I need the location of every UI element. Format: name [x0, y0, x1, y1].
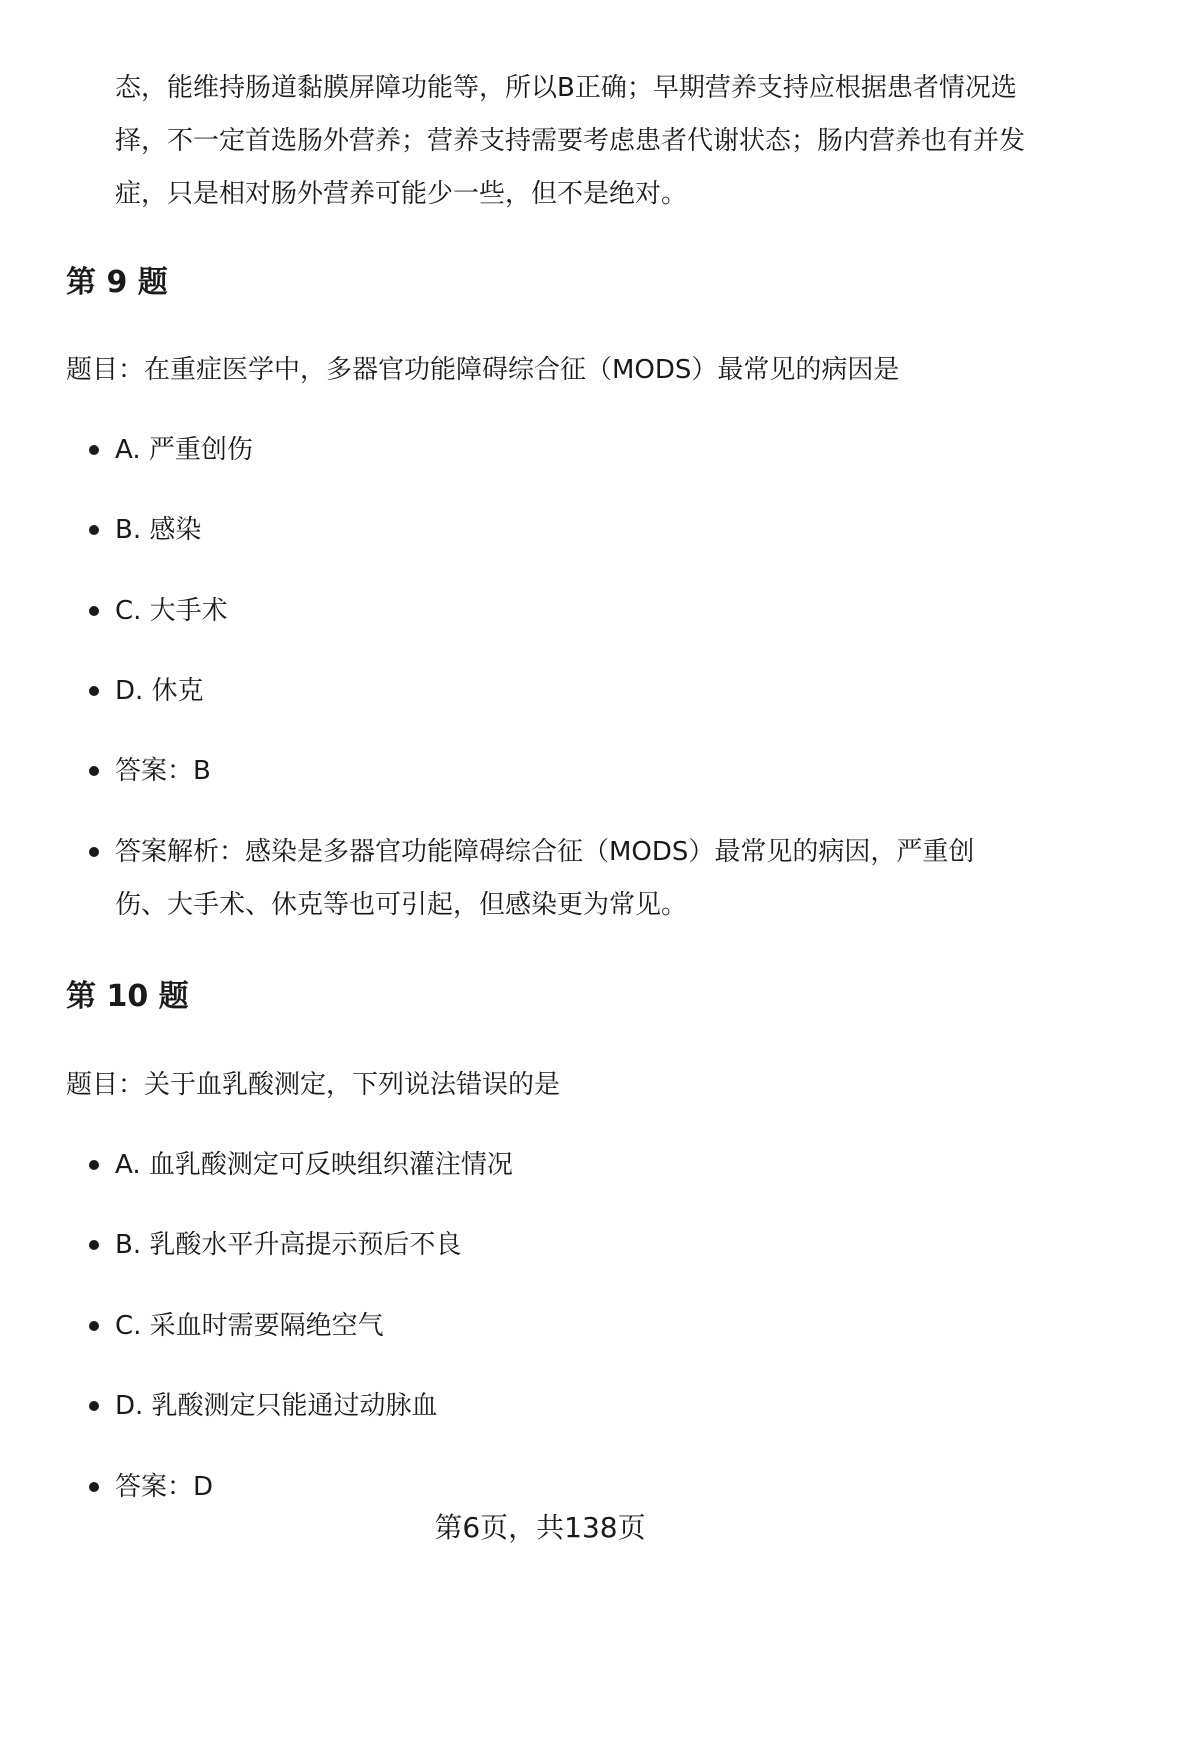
question-9-option-b: B. 感染 — [115, 504, 1015, 557]
question-9-explanation: 答案解析：感染是多器官功能障碍综合征（MODS）最常见的病因，严重创伤、大手术、休克等也可引起，但感染更为常见。 — [115, 826, 1015, 932]
question-10-answer: 答案：D — [115, 1461, 1015, 1514]
question-9-text: 题目：在重症医学中，多器官功能障碍综合征（MODS）最常见的病因是 — [66, 355, 900, 385]
question-10-option-c: C. 采血时需要隔绝空气 — [115, 1300, 1015, 1353]
question-9-option-d: D. 休克 — [115, 665, 1015, 718]
question-10-text: 题目：关于血乳酸测定，下列说法错误的是 — [66, 1070, 561, 1100]
page-number-footer: 第6页，共138页 — [434, 1511, 646, 1544]
question-9-heading: 第 9 题 — [66, 265, 168, 300]
question-9-answer: 答案：B — [115, 745, 1015, 798]
question-10-heading: 第 10 题 — [66, 979, 189, 1014]
question-10-option-a: A. 血乳酸测定可反映组织灌注情况 — [115, 1139, 1015, 1192]
question-10-option-b: B. 乳酸水平升高提示预后不良 — [115, 1219, 1015, 1272]
question-9-option-a: A. 严重创伤 — [115, 424, 1015, 477]
question-9-option-c: C. 大手术 — [115, 585, 1015, 638]
question-10-option-d: D. 乳酸测定只能通过动脉血 — [115, 1380, 1015, 1433]
continued-explanation: 态，能维持肠道黏膜屏障功能等，所以B正确；早期营养支持应根据患者情况选择，不一定首选肠外营养；营养支持需要考虑患者代谢状态；肠内营养也有并发症，只是相对肠外营养可能少一些，但不是绝对。 — [115, 73, 1026, 209]
